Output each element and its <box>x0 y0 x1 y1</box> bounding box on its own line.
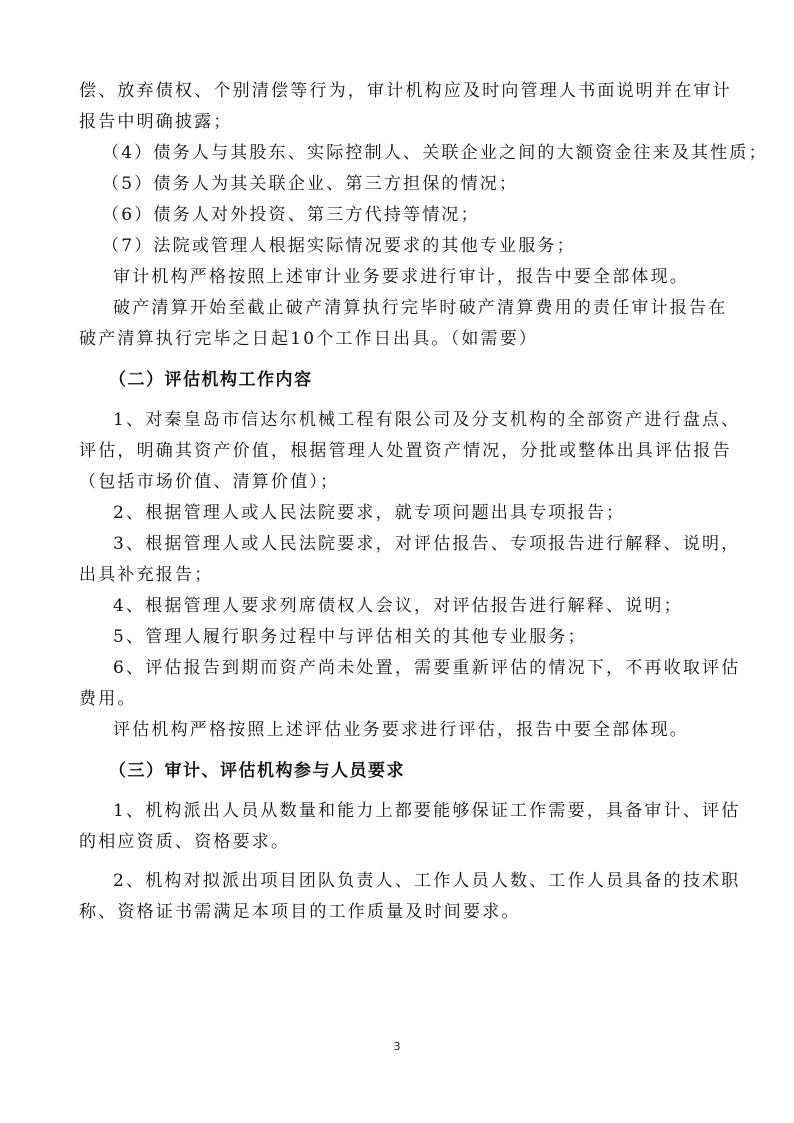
section-heading: （二）评估机构工作内容 <box>109 370 313 390</box>
list-item: 4、根据管理人要求列席债权人会议，对评估报告进行解释、说明； <box>113 596 683 616</box>
document-page <box>79 76 768 928</box>
list-item: （5）债务人为其关联企业、第三方担保的情况； <box>102 174 519 194</box>
list-item: 3、根据管理人或人民法院要求，对评估报告、专项报告进行解释、说明， <box>113 534 741 554</box>
list-item: 1、机构派出人员从数量和能力上都要能够保证工作需要，具备审计、评估 <box>113 801 741 821</box>
list-item: （6）债务人对外投资、第三方代持等情况； <box>102 205 480 225</box>
list-item: （7）法院或管理人根据实际情况要求的其他专业服务； <box>102 236 576 256</box>
text-line: 偿、放弃债权、个别清偿等行为，审计机构应及时向管理人书面说明并在审计 <box>79 81 732 101</box>
text-line: 审计机构严格按照上述审计业务要求进行审计，报告中要全部体现。 <box>113 267 689 287</box>
list-item: 6、评估报告到期而资产尚未处置，需要重新评估的情况下，不再收取评估 <box>113 658 741 678</box>
list-item: 2、机构对拟派出项目团队负责人、工作人员人数、工作人员具备的技术职 <box>113 871 741 891</box>
text-line: 破产清算执行完毕之日起10个工作日出具。（如需要） <box>79 329 539 349</box>
text-line: 报告中明确披露； <box>79 112 233 132</box>
list-item: （4）债务人与其股东、实际控制人、关联企业之间的大额资金往来及其性质； <box>102 143 768 163</box>
text-line: 评估，明确其资产价值，根据管理人处置资产情况，分批或整体出具评估报告 <box>79 441 732 461</box>
text-line: 称、资格证书需满足本项目的工作质量及时间要求。 <box>79 902 521 922</box>
section-heading: （三）审计、评估机构参与人员要求 <box>109 761 405 781</box>
text-line: 出具补充报告； <box>79 565 214 585</box>
page-number: 3 <box>393 1040 401 1053</box>
list-item: 2、根据管理人或人民法院要求，就专项问题出具专项报告； <box>113 503 626 523</box>
text-line: 的相应资质、资格要求。 <box>79 832 291 852</box>
text-line: 评估机构严格按照上述评估业务要求进行评估，报告中要全部体现。 <box>113 720 689 740</box>
list-item: 5、管理人履行职务过程中与评估相关的其他专业服务； <box>113 627 587 647</box>
list-item: 1、对秦皇岛市信达尔机械工程有限公司及分支机构的全部资产进行盘点、 <box>113 410 741 430</box>
text-line: （包括市场价值、清算价值）； <box>79 472 340 492</box>
text-line: 破产清算开始至截止破产清算执行完毕时破产清算费用的责任审计报告在 <box>113 298 728 318</box>
text-line: 费用。 <box>79 689 137 709</box>
